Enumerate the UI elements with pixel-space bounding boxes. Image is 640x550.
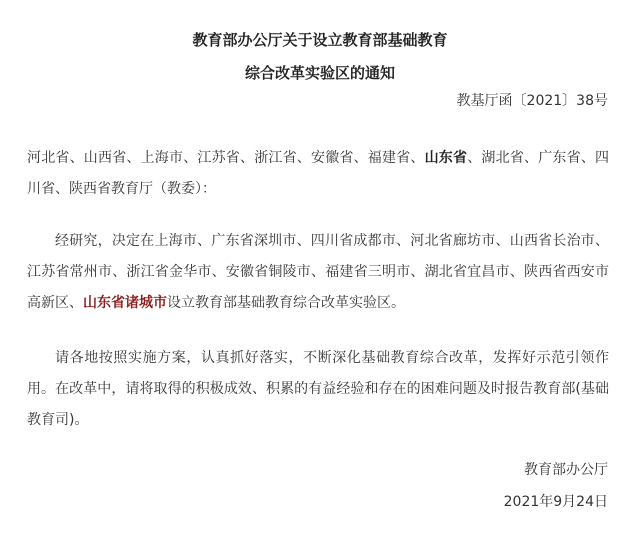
body-paragraph-1 [27, 226, 609, 319]
addressee-text-after: 、湖北省、广东省、四川省、陕西省教育厅（教委）： [27, 150, 610, 197]
signature-date: 2021年9月24日 [503, 494, 608, 510]
paragraph1-text-before: 经研究，决定在上海市、广东省深圳市、四川省成都市、河北省廊坊市、山西省长治市、江苏省常州市、浙江省金华市、安徽省铜陵市、福建省三明市、湖北省宜昌市、陕西省西安市高新区、 [27, 233, 609, 311]
notice-title-line1: 教育部办公厅关于设立教育部基础教育 [192, 31, 448, 49]
addressee-highlight-shandong: 山东省 [424, 150, 468, 166]
signature-organization: 教育部办公厅 [524, 462, 608, 478]
paragraph1-highlight-zhucheng: 山东省诸城市 [83, 295, 167, 311]
document-number: 教基厅函〔2021〕38号 [456, 93, 608, 109]
addressee-paragraph [27, 143, 609, 205]
paragraph1-text-after: 设立教育部基础教育综合改革实验区。 [167, 295, 405, 311]
notice-title-line2: 综合改革实验区的通知 [244, 64, 395, 82]
body-paragraph-2: 请各地按照实施方案，认真抓好落实，不断深化基础教育综合改革，发挥好示范引领作用。在改革中，请将取得的积极成效、积累的有益经验和存在的困难问题及时报告教育部(基础教育司)。 [27, 350, 609, 428]
addressee-text-before: 河北省、山西省、上海市、江苏省、浙江省、安徽省、福建省、 [27, 150, 425, 166]
